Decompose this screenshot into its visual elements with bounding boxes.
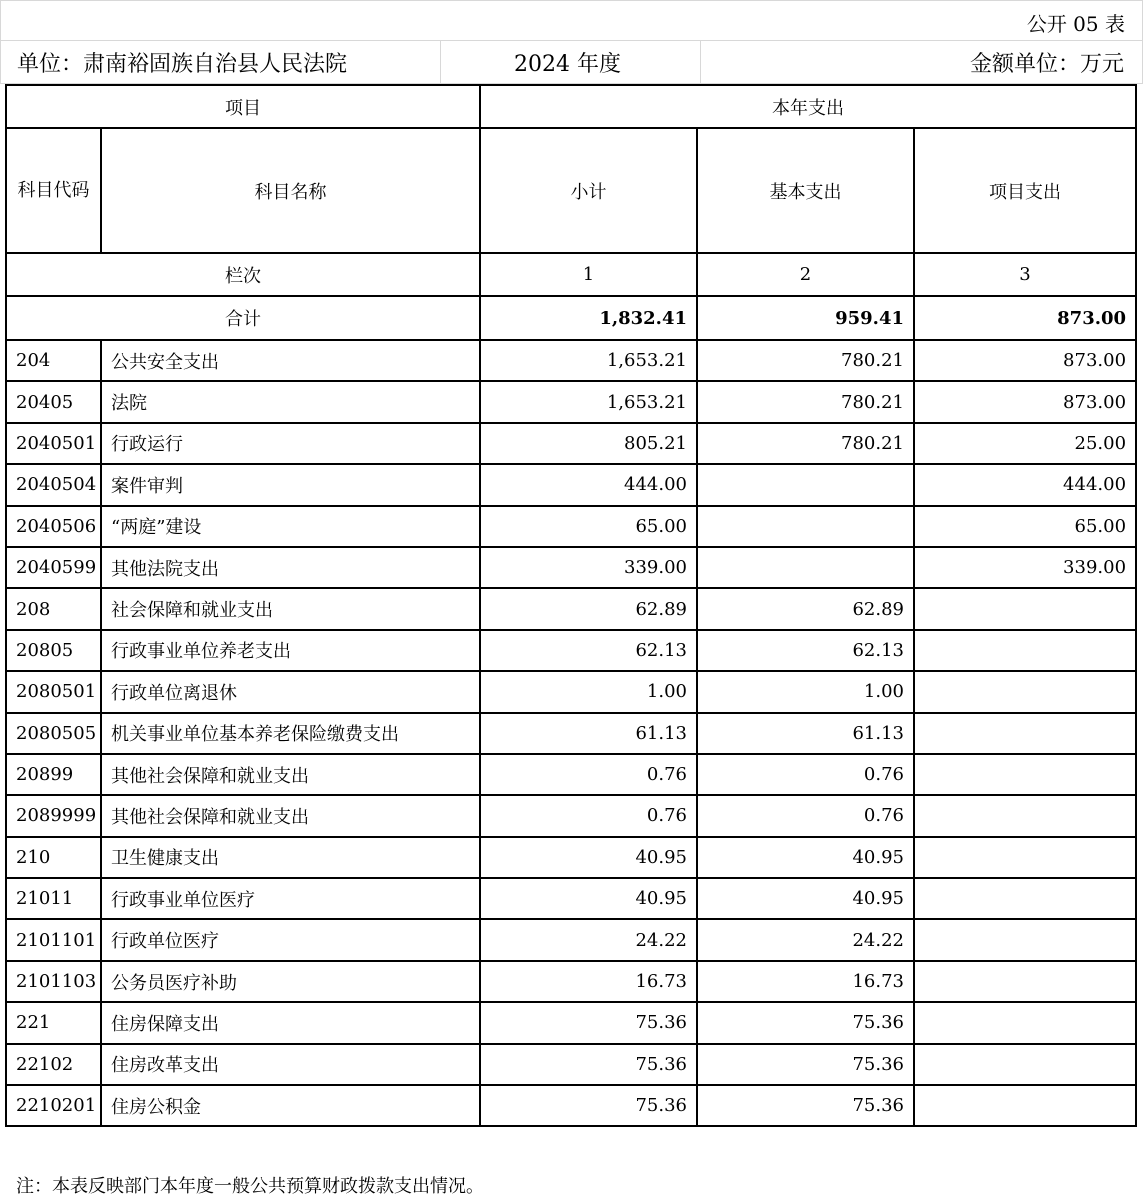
header-basic: 基本支出 (697, 128, 914, 253)
row-name: 公共安全支出 (101, 340, 480, 381)
total-row (6, 296, 1136, 340)
gridline (0, 0, 1143, 1)
row-code: 210 (6, 837, 101, 878)
row-basic: 75.36 (697, 1085, 914, 1126)
table-row (6, 340, 1136, 381)
row-code: 20805 (6, 630, 101, 671)
row-name: 行政事业单位养老支出 (101, 630, 480, 671)
gridline (700, 40, 701, 84)
row-basic: 61.13 (697, 713, 914, 754)
table-row (6, 961, 1136, 1002)
table-row (6, 381, 1136, 422)
column-index-2: 2 (697, 253, 914, 296)
row-name: 案件审判 (101, 464, 480, 505)
row-code: 2101103 (6, 961, 101, 1002)
row-project (914, 630, 1136, 671)
table-row (6, 547, 1136, 588)
row-code: 2080505 (6, 713, 101, 754)
row-name: 住房改革支出 (101, 1044, 480, 1085)
table-row (6, 588, 1136, 629)
row-project: 25.00 (914, 423, 1136, 464)
row-project (914, 1085, 1136, 1126)
row-basic: 24.22 (697, 919, 914, 960)
row-name: 行政运行 (101, 423, 480, 464)
gridline (440, 40, 441, 84)
row-project: 339.00 (914, 547, 1136, 588)
row-project (914, 671, 1136, 712)
table-row (6, 1002, 1136, 1043)
row-project (914, 919, 1136, 960)
row-basic (697, 464, 914, 505)
table-row (6, 671, 1136, 712)
row-basic: 780.21 (697, 340, 914, 381)
row-subtotal: 61.13 (480, 713, 697, 754)
header-current-year-expense: 本年支出 (480, 85, 1136, 128)
row-subtotal: 65.00 (480, 506, 697, 547)
row-code: 20899 (6, 754, 101, 795)
row-basic (697, 506, 914, 547)
row-subtotal: 1.00 (480, 671, 697, 712)
table-row (6, 837, 1136, 878)
row-subtotal: 62.13 (480, 630, 697, 671)
row-code: 204 (6, 340, 101, 381)
row-code: 221 (6, 1002, 101, 1043)
row-name: 社会保障和就业支出 (101, 588, 480, 629)
table-row (6, 506, 1136, 547)
row-project: 444.00 (914, 464, 1136, 505)
row-name: 住房公积金 (101, 1085, 480, 1126)
row-project: 873.00 (914, 381, 1136, 422)
table-row (6, 795, 1136, 836)
row-code: 2040504 (6, 464, 101, 505)
column-index-label: 栏次 (6, 253, 480, 296)
row-code: 2040599 (6, 547, 101, 588)
row-code: 2040506 (6, 506, 101, 547)
row-code: 2101101 (6, 919, 101, 960)
row-subtotal: 75.36 (480, 1002, 697, 1043)
row-name: 其他法院支出 (101, 547, 480, 588)
row-project (914, 795, 1136, 836)
row-name: 住房保障支出 (101, 1002, 480, 1043)
row-project (914, 588, 1136, 629)
row-subtotal: 0.76 (480, 795, 697, 836)
row-project (914, 1044, 1136, 1085)
row-project (914, 878, 1136, 919)
organization-label: 单位：肃南裕固族自治县人民法院 (17, 52, 348, 77)
row-subtotal: 40.95 (480, 878, 697, 919)
row-subtotal: 40.95 (480, 837, 697, 878)
row-name: 其他社会保障和就业支出 (101, 754, 480, 795)
fiscal-year-label: 2024 年度 (514, 52, 621, 77)
column-index-row (6, 253, 1136, 296)
table-body (6, 340, 1136, 1126)
column-index-3: 3 (914, 253, 1136, 296)
header-code: 科目代码 (6, 128, 101, 253)
header-subtotal: 小计 (480, 128, 697, 253)
table-row (6, 713, 1136, 754)
row-project (914, 754, 1136, 795)
row-name: 卫生健康支出 (101, 837, 480, 878)
total-label: 合计 (6, 296, 480, 340)
row-basic: 62.89 (697, 588, 914, 629)
table-row (6, 919, 1136, 960)
row-basic: 40.95 (697, 878, 914, 919)
row-name: 公务员医疗补助 (101, 961, 480, 1002)
header-project: 项目 (6, 85, 480, 128)
row-basic: 0.76 (697, 754, 914, 795)
row-subtotal: 75.36 (480, 1085, 697, 1126)
row-code: 20405 (6, 381, 101, 422)
row-basic: 62.13 (697, 630, 914, 671)
table-row (6, 878, 1136, 919)
row-project (914, 961, 1136, 1002)
header-project-expense: 项目支出 (914, 128, 1136, 253)
row-code: 208 (6, 588, 101, 629)
row-project (914, 1002, 1136, 1043)
row-basic: 75.36 (697, 1002, 914, 1043)
row-code: 2210201 (6, 1085, 101, 1126)
total-subtotal: 1,832.41 (480, 296, 697, 340)
expense-table (5, 84, 1137, 1127)
row-subtotal: 75.36 (480, 1044, 697, 1085)
table-row (6, 754, 1136, 795)
row-name: 行政单位医疗 (101, 919, 480, 960)
row-basic: 0.76 (697, 795, 914, 836)
row-code: 2089999 (6, 795, 101, 836)
row-project (914, 837, 1136, 878)
row-subtotal: 1,653.21 (480, 340, 697, 381)
row-subtotal: 1,653.21 (480, 381, 697, 422)
row-basic: 780.21 (697, 381, 914, 422)
column-index-1: 1 (480, 253, 697, 296)
row-subtotal: 0.76 (480, 754, 697, 795)
row-subtotal: 444.00 (480, 464, 697, 505)
table-row (6, 1044, 1136, 1085)
amount-unit-label: 金额单位：万元 (969, 52, 1124, 77)
row-name: 行政事业单位医疗 (101, 878, 480, 919)
row-project: 65.00 (914, 506, 1136, 547)
gridline (0, 0, 1, 84)
row-basic: 1.00 (697, 671, 914, 712)
row-name: 法院 (101, 381, 480, 422)
header-row-2 (6, 128, 1136, 253)
row-basic: 75.36 (697, 1044, 914, 1085)
row-name: 其他社会保障和就业支出 (101, 795, 480, 836)
header-row-1 (6, 85, 1136, 128)
row-basic (697, 547, 914, 588)
row-basic: 16.73 (697, 961, 914, 1002)
footnote: 注：本表反映部门本年度一般公共预算财政拨款支出情况。 (16, 1176, 484, 1197)
row-code: 2080501 (6, 671, 101, 712)
row-subtotal: 24.22 (480, 919, 697, 960)
row-project: 873.00 (914, 340, 1136, 381)
row-name: 机关事业单位基本养老保险缴费支出 (101, 713, 480, 754)
row-basic: 780.21 (697, 423, 914, 464)
table-row (6, 1085, 1136, 1126)
row-subtotal: 805.21 (480, 423, 697, 464)
header-name: 科目名称 (101, 128, 480, 253)
row-subtotal: 16.73 (480, 961, 697, 1002)
total-project: 873.00 (914, 296, 1136, 340)
row-basic: 40.95 (697, 837, 914, 878)
row-code: 22102 (6, 1044, 101, 1085)
table-row (6, 630, 1136, 671)
table-row (6, 423, 1136, 464)
row-name: “两庭”建设 (101, 506, 480, 547)
row-code: 2040501 (6, 423, 101, 464)
total-basic: 959.41 (697, 296, 914, 340)
row-subtotal: 62.89 (480, 588, 697, 629)
gridline (0, 40, 1143, 41)
form-number: 公开 05 表 (1026, 12, 1125, 36)
row-code: 21011 (6, 878, 101, 919)
table-row (6, 464, 1136, 505)
row-subtotal: 339.00 (480, 547, 697, 588)
row-name: 行政单位离退休 (101, 671, 480, 712)
row-project (914, 713, 1136, 754)
